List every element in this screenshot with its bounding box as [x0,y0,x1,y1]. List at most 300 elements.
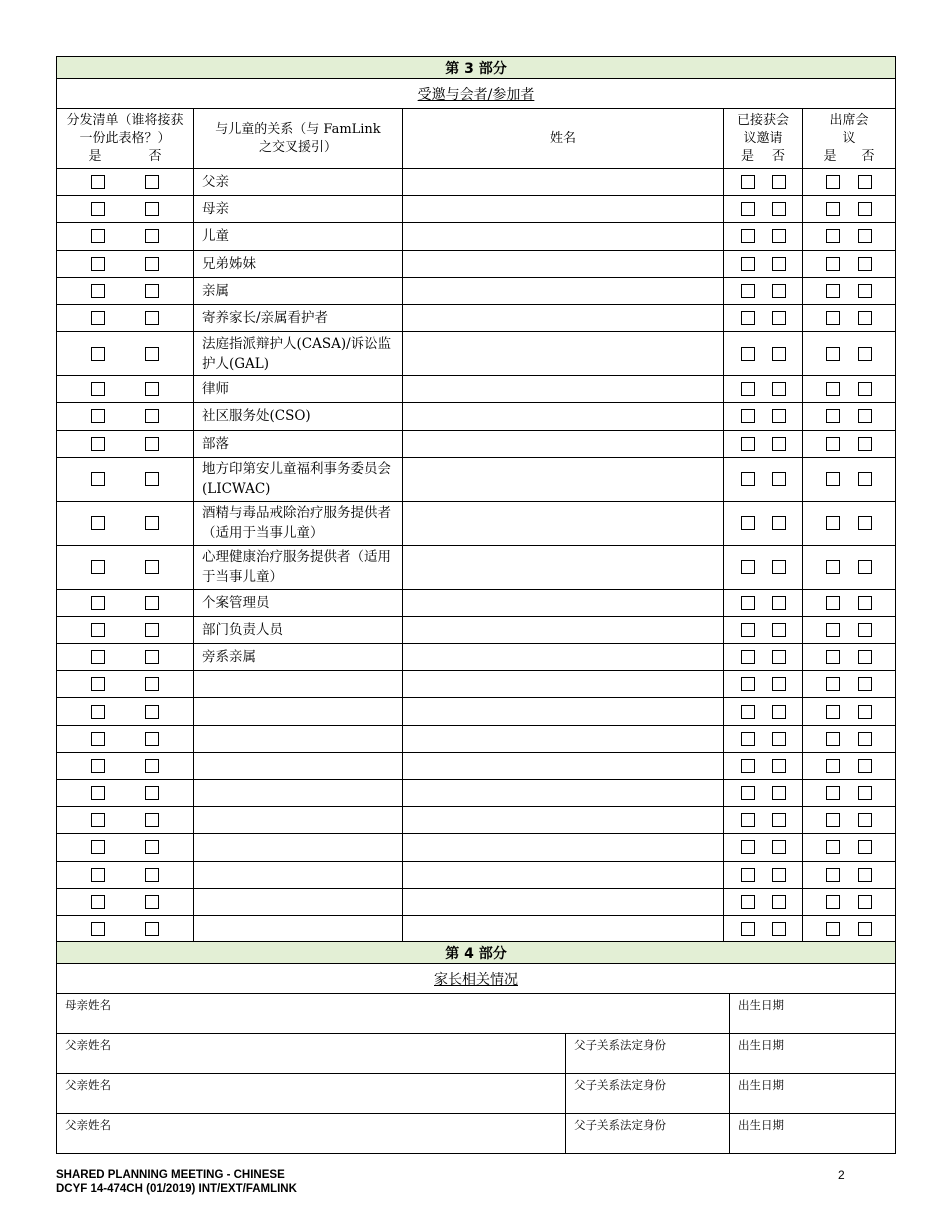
attended [803,752,896,779]
attended-no-checkbox[interactable] [858,347,872,361]
distribution-no-checkbox[interactable] [145,311,159,325]
relationship-cell [194,698,403,725]
invited-no-checkbox[interactable] [772,516,786,530]
distribution [57,169,194,196]
mother-dob-field[interactable]: 出生日期 [730,994,896,1034]
distribution-no-checkbox[interactable] [145,922,159,936]
attended-yes-checkbox[interactable] [826,650,840,664]
attended-no-checkbox[interactable] [858,623,872,637]
form-code: DCYF 14-474CH (01/2019) INT/EXT/FAMLINK [56,1183,297,1195]
attended-yes-checkbox[interactable] [826,311,840,325]
invited-no-checkbox[interactable] [772,813,786,827]
invited [724,616,803,643]
paternity-field[interactable]: 父子关系法定身份 [566,1114,730,1154]
attended-no-checkbox[interactable] [858,596,872,610]
relationship-cell [194,888,403,915]
attended-no-checkbox[interactable] [858,284,872,298]
attended-no-checkbox[interactable] [858,382,872,396]
attended [803,403,896,430]
attendee-row [57,861,896,888]
invited-no-checkbox[interactable] [772,922,786,936]
attended-no-checkbox[interactable] [858,840,872,854]
relationship-cell: 寄养家长/亲属看护者 [194,304,403,331]
attended [803,277,896,304]
distribution-no-checkbox[interactable] [145,516,159,530]
distribution-yes-checkbox[interactable] [91,311,105,325]
name-input[interactable] [403,752,724,779]
name-input[interactable] [403,807,724,834]
distribution-no-checkbox[interactable] [145,347,159,361]
invited-no-checkbox[interactable] [772,409,786,423]
distribution-no-checkbox[interactable] [145,229,159,243]
invited-yes-checkbox[interactable] [741,868,755,882]
attended-no-checkbox[interactable] [858,650,872,664]
attended-yes-checkbox[interactable] [826,257,840,271]
attendee-row [57,457,896,501]
distribution-no-checkbox[interactable] [145,786,159,800]
invited [724,304,803,331]
attended-yes-checkbox[interactable] [826,813,840,827]
invited-yes-checkbox[interactable] [741,202,755,216]
relationship-cell: 儿童 [194,223,403,250]
attendee-row [57,403,896,430]
distribution-yes-checkbox[interactable] [91,650,105,664]
invited-no-checkbox[interactable] [772,868,786,882]
invited-yes-checkbox[interactable] [741,732,755,746]
invited-no-checkbox[interactable] [772,229,786,243]
name-input[interactable] [403,501,724,545]
header-attended: 出席会议 是 否 [803,109,896,169]
invited-no-checkbox[interactable] [772,257,786,271]
attended [803,888,896,915]
invited-no-checkbox[interactable] [772,382,786,396]
attendee-row [57,169,896,196]
invited-yes-checkbox[interactable] [741,257,755,271]
attended [803,861,896,888]
attended-no-checkbox[interactable] [858,311,872,325]
relationship-cell: 法庭指派辩护人(CASA)/诉讼监护人(GAL) [194,332,403,376]
distribution-yes-checkbox[interactable] [91,840,105,854]
section-3-subtitle: 受邀与会者/参加者 [57,79,896,109]
distribution [57,834,194,861]
invited [724,915,803,942]
name-input[interactable] [403,888,724,915]
distribution-yes-checkbox[interactable] [91,623,105,637]
attended-no-checkbox[interactable] [858,868,872,882]
invited-yes-checkbox[interactable] [741,437,755,451]
attended-no-checkbox[interactable] [858,257,872,271]
attendee-row [57,376,896,403]
invited [724,545,803,589]
distribution-yes-checkbox[interactable] [91,895,105,909]
distribution-yes-checkbox[interactable] [91,257,105,271]
name-input[interactable] [403,250,724,277]
invited-no-checkbox[interactable] [772,284,786,298]
invited [724,403,803,430]
name-input[interactable] [403,861,724,888]
distribution [57,861,194,888]
invited-yes-checkbox[interactable] [741,347,755,361]
name-input[interactable] [403,834,724,861]
distribution-no-checkbox[interactable] [145,840,159,854]
invited [724,807,803,834]
distribution-no-checkbox[interactable] [145,813,159,827]
attended-no-checkbox[interactable] [858,175,872,189]
invited-yes-checkbox[interactable] [741,382,755,396]
name-input[interactable] [403,698,724,725]
father-dob-field[interactable]: 出生日期 [730,1074,896,1114]
invited-yes-checkbox[interactable] [741,623,755,637]
attended-yes-checkbox[interactable] [826,922,840,936]
distribution-no-checkbox[interactable] [145,868,159,882]
distribution [57,304,194,331]
distribution-yes-checkbox[interactable] [91,813,105,827]
distribution-no-checkbox[interactable] [145,895,159,909]
distribution-yes-checkbox[interactable] [91,759,105,773]
attended-no-checkbox[interactable] [858,516,872,530]
attended-yes-checkbox[interactable] [826,175,840,189]
relationship-cell [194,780,403,807]
invited [724,698,803,725]
relationship-cell: 父亲 [194,169,403,196]
relationship-cell: 个案管理员 [194,589,403,616]
distribution-yes-checkbox[interactable] [91,922,105,936]
invited-no-checkbox[interactable] [772,472,786,486]
invited [724,671,803,698]
attended-yes-checkbox[interactable] [826,560,840,574]
invited-yes-checkbox[interactable] [741,516,755,530]
distribution-yes-checkbox[interactable] [91,284,105,298]
distribution-no-checkbox[interactable] [145,175,159,189]
distribution-no-checkbox[interactable] [145,560,159,574]
invited-yes-checkbox[interactable] [741,922,755,936]
invited-yes-checkbox[interactable] [741,895,755,909]
attended [803,545,896,589]
distribution-yes-checkbox[interactable] [91,677,105,691]
distribution-yes-checkbox[interactable] [91,382,105,396]
paternity-field[interactable]: 父子关系法定身份 [566,1074,730,1114]
invited-no-checkbox[interactable] [772,596,786,610]
invited-yes-checkbox[interactable] [741,677,755,691]
attended [803,223,896,250]
attended [803,807,896,834]
distribution-no-checkbox[interactable] [145,382,159,396]
attended-no-checkbox[interactable] [858,922,872,936]
section-3-table [56,56,896,943]
attended-no-checkbox[interactable] [858,229,872,243]
name-input[interactable] [403,644,724,671]
name-input[interactable] [403,725,724,752]
attended-yes-checkbox[interactable] [826,347,840,361]
attended-yes-checkbox[interactable] [826,284,840,298]
attendee-row [57,250,896,277]
attended-yes-checkbox[interactable] [826,229,840,243]
distribution-yes-checkbox[interactable] [91,437,105,451]
attended-yes-checkbox[interactable] [826,516,840,530]
distribution-yes-checkbox[interactable] [91,472,105,486]
attended [803,304,896,331]
distribution-no-checkbox[interactable] [145,472,159,486]
distribution-yes-checkbox[interactable] [91,347,105,361]
attended [803,834,896,861]
attended-no-checkbox[interactable] [858,472,872,486]
distribution-no-checkbox[interactable] [145,650,159,664]
relationship-cell: 母亲 [194,196,403,223]
attendee-row [57,888,896,915]
attended-no-checkbox[interactable] [858,409,872,423]
relationship-cell: 心理健康治疗服务提供者（适用于当事儿童） [194,545,403,589]
attended-yes-checkbox[interactable] [826,202,840,216]
attendee-row [57,671,896,698]
father-name-field[interactable]: 父亲姓名 [57,1114,566,1154]
distribution-no-checkbox[interactable] [145,623,159,637]
invited-yes-checkbox[interactable] [741,229,755,243]
invited-no-checkbox[interactable] [772,677,786,691]
distribution-yes-checkbox[interactable] [91,732,105,746]
relationship-cell: 地方印第安儿童福利事务委员会(LICWAC) [194,457,403,501]
attendee-row [57,644,896,671]
distribution-yes-checkbox[interactable] [91,409,105,423]
name-input[interactable] [403,277,724,304]
distribution-no-checkbox[interactable] [145,437,159,451]
distribution-no-checkbox[interactable] [145,409,159,423]
name-input[interactable] [403,376,724,403]
distribution [57,277,194,304]
distribution [57,698,194,725]
distribution [57,915,194,942]
distribution-yes-checkbox[interactable] [91,175,105,189]
invited-no-checkbox[interactable] [772,560,786,574]
distribution [57,671,194,698]
distribution [57,376,194,403]
attendee-row [57,277,896,304]
attended-yes-checkbox[interactable] [826,472,840,486]
invited-yes-checkbox[interactable] [741,409,755,423]
distribution [57,616,194,643]
attended-yes-checkbox[interactable] [826,677,840,691]
attendee-row [57,223,896,250]
attended-no-checkbox[interactable] [858,560,872,574]
paternity-field[interactable]: 父子关系法定身份 [566,1034,730,1074]
invited-yes-checkbox[interactable] [741,650,755,664]
attended [803,725,896,752]
father-name-field[interactable]: 父亲姓名 [57,1034,566,1074]
invited [724,332,803,376]
invited-yes-checkbox[interactable] [741,840,755,854]
attendee-row [57,807,896,834]
relationship-cell: 律师 [194,376,403,403]
invited [724,861,803,888]
attended [803,196,896,223]
attended-yes-checkbox[interactable] [826,732,840,746]
attended [803,332,896,376]
attendee-row [57,915,896,942]
distribution-no-checkbox[interactable] [145,732,159,746]
distribution-yes-checkbox[interactable] [91,786,105,800]
invited-yes-checkbox[interactable] [741,786,755,800]
invited-no-checkbox[interactable] [772,705,786,719]
attendee-row [57,430,896,457]
name-input[interactable] [403,616,724,643]
attended-no-checkbox[interactable] [858,437,872,451]
attended-yes-checkbox[interactable] [826,759,840,773]
invited [724,888,803,915]
attended [803,589,896,616]
attendee-row [57,752,896,779]
father-name-field[interactable]: 父亲姓名 [57,1074,566,1114]
attendee-row [57,501,896,545]
name-input[interactable] [403,780,724,807]
invited-no-checkbox[interactable] [772,786,786,800]
invited [724,501,803,545]
invited [724,457,803,501]
invited-no-checkbox[interactable] [772,840,786,854]
relationship-cell: 酒精与毒品戒除治疗服务提供者（适用于当事儿童） [194,501,403,545]
name-input[interactable] [403,457,724,501]
name-input[interactable] [403,196,724,223]
attended-yes-checkbox[interactable] [826,786,840,800]
attended-yes-checkbox[interactable] [826,895,840,909]
attendee-row [57,725,896,752]
distribution-no-checkbox[interactable] [145,705,159,719]
attended-no-checkbox[interactable] [858,677,872,691]
attended [803,501,896,545]
name-input[interactable] [403,304,724,331]
attended-yes-checkbox[interactable] [826,382,840,396]
relationship-cell [194,915,403,942]
distribution [57,780,194,807]
attended-no-checkbox[interactable] [858,813,872,827]
relationship-cell: 兄弟姊妹 [194,250,403,277]
attended-no-checkbox[interactable] [858,759,872,773]
distribution [57,196,194,223]
invited-no-checkbox[interactable] [772,175,786,189]
invited [724,277,803,304]
attended [803,780,896,807]
distribution-no-checkbox[interactable] [145,677,159,691]
header-relationship: 与儿童的关系（与 FamLink 之交叉援引） [194,109,403,169]
distribution-yes-checkbox[interactable] [91,705,105,719]
name-input[interactable] [403,332,724,376]
invited [724,752,803,779]
name-input[interactable] [403,671,724,698]
distribution-no-checkbox[interactable] [145,257,159,271]
invited [724,780,803,807]
invited-yes-checkbox[interactable] [741,705,755,719]
name-input[interactable] [403,430,724,457]
attended-no-checkbox[interactable] [858,202,872,216]
distribution-yes-checkbox[interactable] [91,560,105,574]
relationship-cell [194,752,403,779]
name-input[interactable] [403,223,724,250]
invited-yes-checkbox[interactable] [741,759,755,773]
attended-no-checkbox[interactable] [858,705,872,719]
distribution-no-checkbox[interactable] [145,202,159,216]
attended [803,169,896,196]
attendee-row [57,780,896,807]
attended-yes-checkbox[interactable] [826,840,840,854]
distribution-yes-checkbox[interactable] [91,596,105,610]
invited [724,834,803,861]
distribution [57,589,194,616]
invited-yes-checkbox[interactable] [741,596,755,610]
name-input[interactable] [403,403,724,430]
father-dob-field[interactable]: 出生日期 [730,1114,896,1154]
distribution [57,501,194,545]
attendee-row [57,304,896,331]
invited-yes-checkbox[interactable] [741,175,755,189]
attended-yes-checkbox[interactable] [826,596,840,610]
name-input[interactable] [403,915,724,942]
distribution-yes-checkbox[interactable] [91,202,105,216]
attendee-row [57,834,896,861]
distribution-no-checkbox[interactable] [145,284,159,298]
section-4-subtitle: 家长相关情况 [57,964,896,994]
invited-yes-checkbox[interactable] [741,311,755,325]
invited-no-checkbox[interactable] [772,347,786,361]
distribution-no-checkbox[interactable] [145,596,159,610]
invited [724,376,803,403]
name-input[interactable] [403,169,724,196]
attended-no-checkbox[interactable] [858,895,872,909]
attended [803,671,896,698]
invited-yes-checkbox[interactable] [741,560,755,574]
attended-yes-checkbox[interactable] [826,409,840,423]
relationship-cell [194,834,403,861]
invited-no-checkbox[interactable] [772,759,786,773]
invited-yes-checkbox[interactable] [741,813,755,827]
attended [803,616,896,643]
invited-no-checkbox[interactable] [772,732,786,746]
attended [803,250,896,277]
distribution-yes-checkbox[interactable] [91,516,105,530]
father-dob-field[interactable]: 出生日期 [730,1034,896,1074]
attended-yes-checkbox[interactable] [826,868,840,882]
invited-no-checkbox[interactable] [772,623,786,637]
distribution-yes-checkbox[interactable] [91,868,105,882]
invited [724,589,803,616]
section-4-title: 第 4 部分 [57,942,896,964]
invited-no-checkbox[interactable] [772,437,786,451]
attended-no-checkbox[interactable] [858,732,872,746]
attended-no-checkbox[interactable] [858,786,872,800]
invited-no-checkbox[interactable] [772,650,786,664]
invited-no-checkbox[interactable] [772,311,786,325]
relationship-cell: 部落 [194,430,403,457]
relationship-cell [194,725,403,752]
attended-yes-checkbox[interactable] [826,705,840,719]
invited-yes-checkbox[interactable] [741,284,755,298]
distribution-no-checkbox[interactable] [145,759,159,773]
relationship-cell: 旁系亲属 [194,644,403,671]
name-input[interactable] [403,589,724,616]
distribution-yes-checkbox[interactable] [91,229,105,243]
relationship-cell: 社区服务处(CSO) [194,403,403,430]
attendee-row [57,196,896,223]
mother-name-field[interactable]: 母亲姓名 [57,994,730,1034]
invited [724,250,803,277]
page-number: 2 [838,1168,845,1182]
invited-no-checkbox[interactable] [772,895,786,909]
attended-yes-checkbox[interactable] [826,437,840,451]
attendee-row [57,332,896,376]
invited-yes-checkbox[interactable] [741,472,755,486]
invited-no-checkbox[interactable] [772,202,786,216]
relationship-cell [194,861,403,888]
relationship-cell [194,671,403,698]
name-input[interactable] [403,545,724,589]
attended-yes-checkbox[interactable] [826,623,840,637]
